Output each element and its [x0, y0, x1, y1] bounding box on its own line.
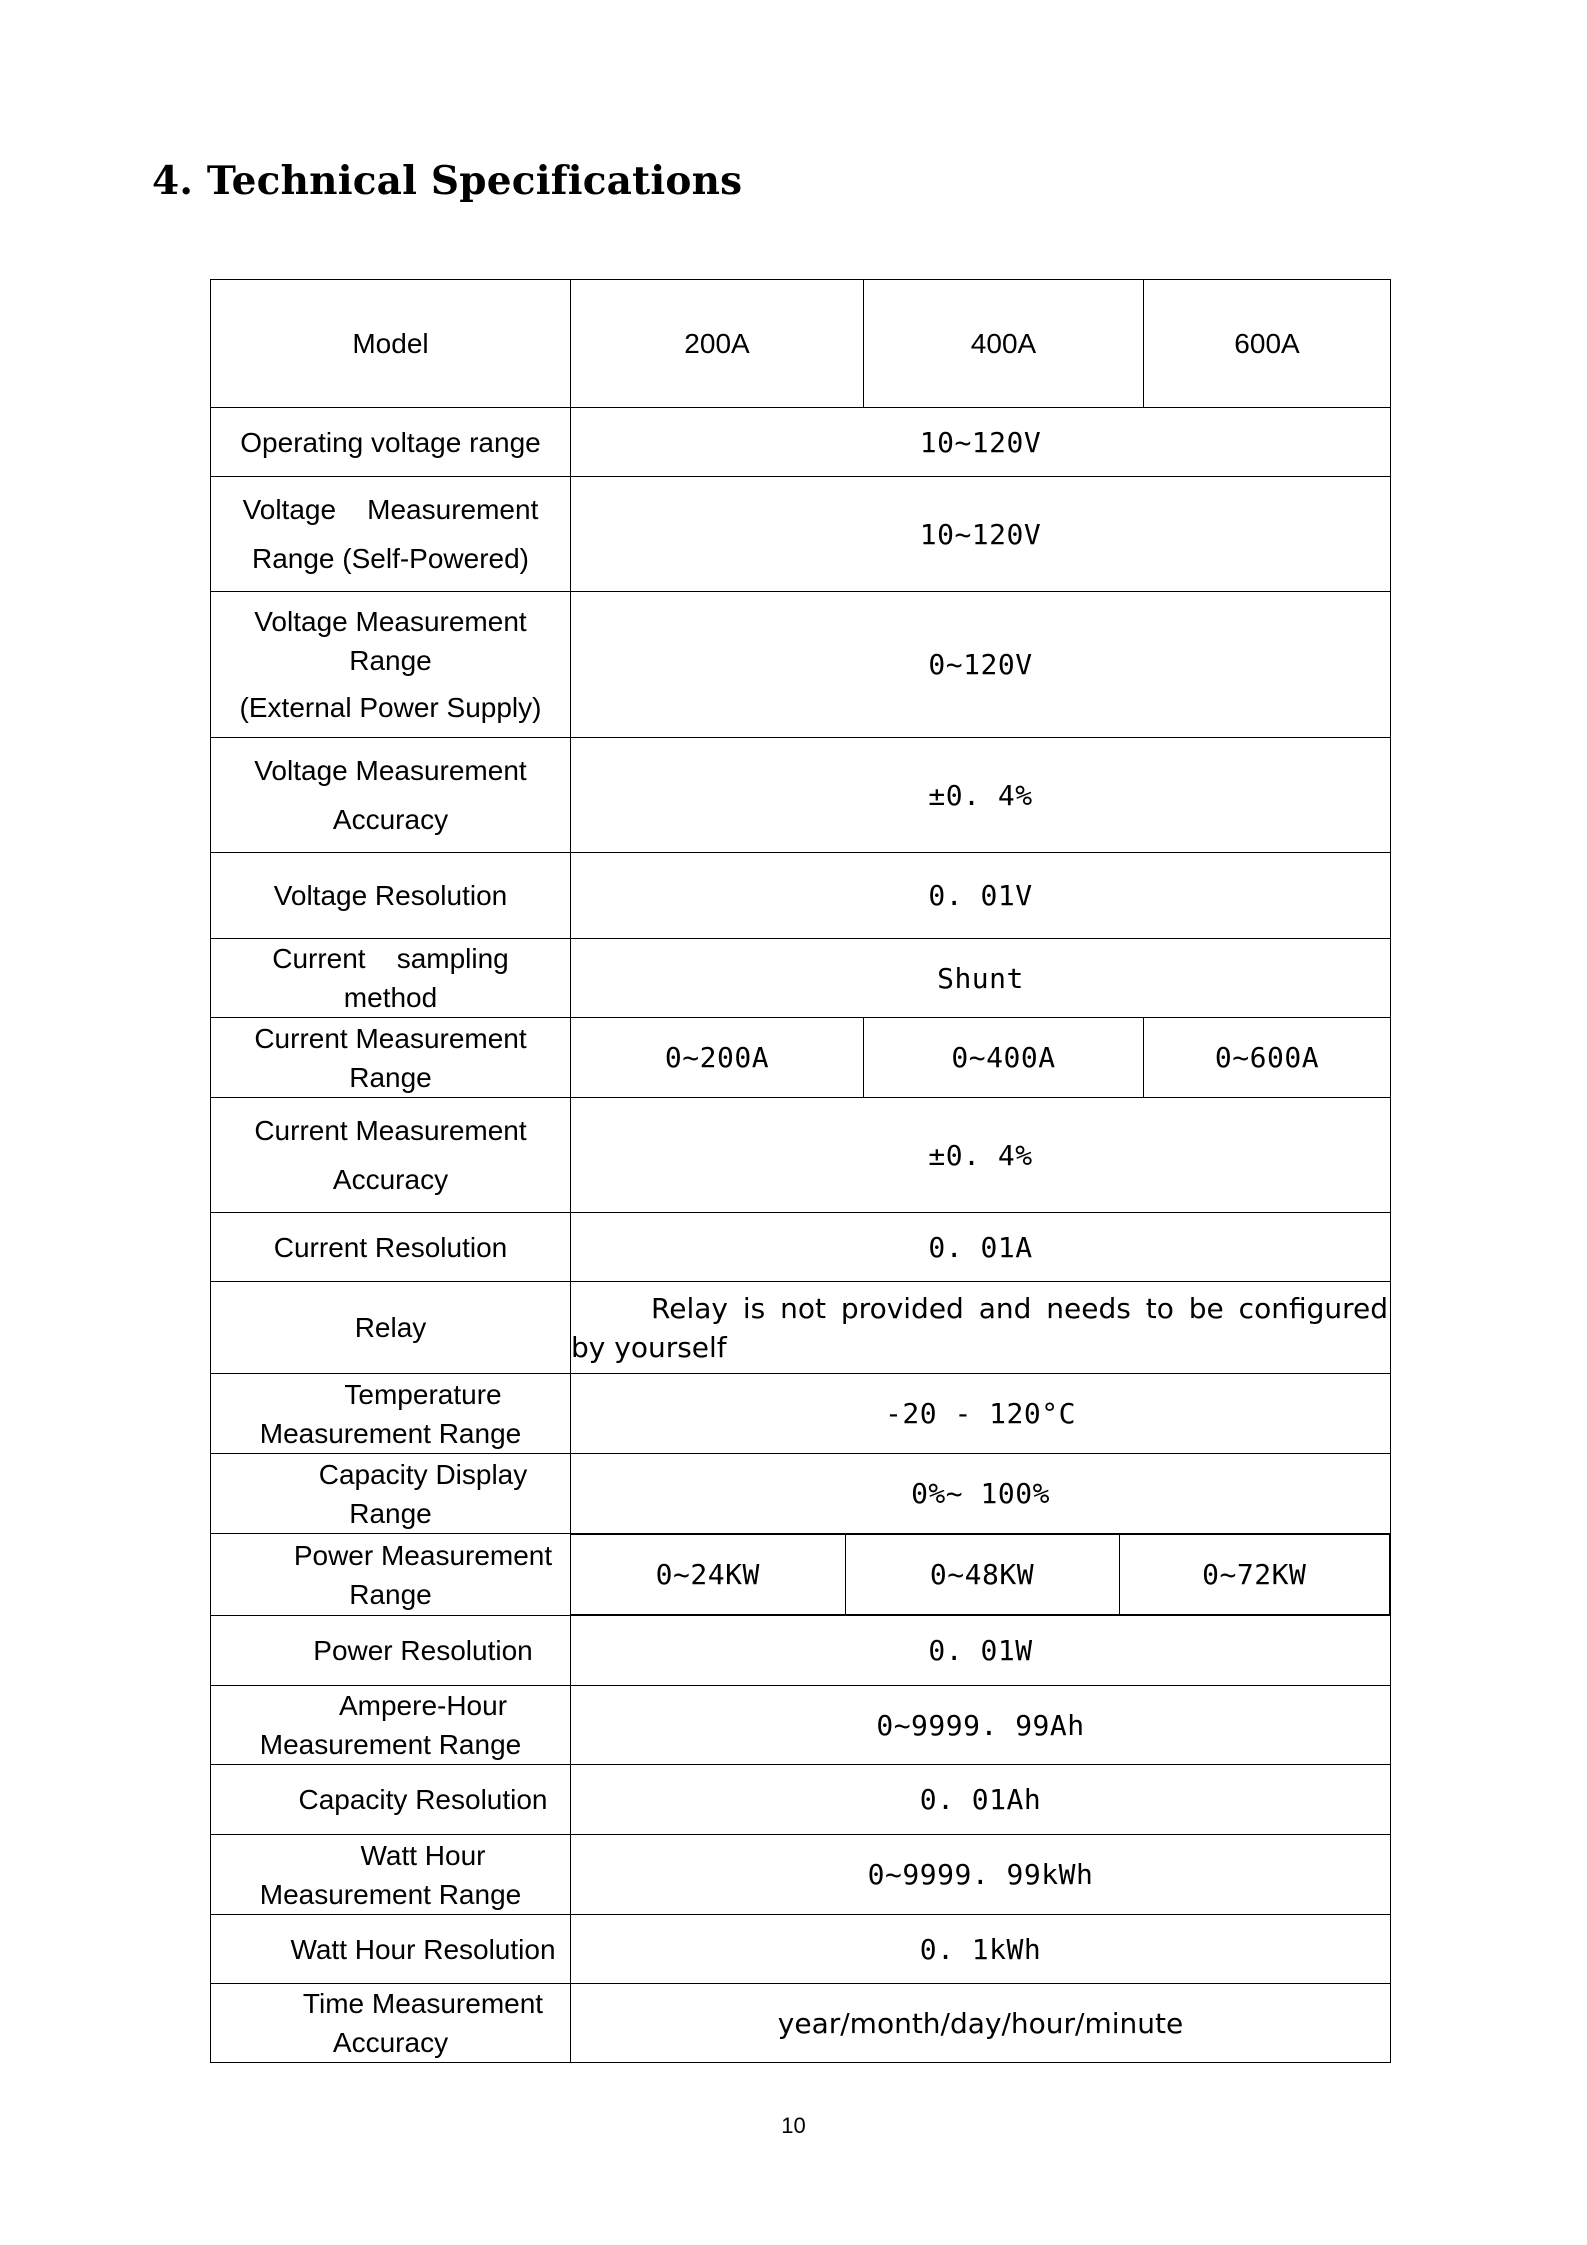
capacity-resolution-label: Capacity Resolution: [211, 1765, 571, 1835]
capacity-display-label: [211, 1454, 571, 1534]
model-600a: 600A: [1144, 280, 1391, 408]
section-heading: 4. Technical Specifications: [152, 158, 743, 204]
label-line: Capacity Display: [318, 1458, 528, 1490]
page-number: 10: [781, 2113, 806, 2138]
current-sampling-value: Shunt: [571, 939, 1391, 1018]
capacity-display-value: 0%~ 100%: [571, 1454, 1391, 1534]
model-label: Model: [211, 280, 571, 408]
voltage-range-external-label: [211, 592, 571, 738]
label-line: (External Power Supply): [239, 692, 542, 723]
label-line: Range: [349, 1061, 432, 1093]
table-row-voltage-accuracy: [211, 738, 1391, 853]
voltage-range-external-value: 0~120V: [571, 592, 1391, 738]
label-line: Range: [349, 645, 432, 676]
temperature-range-label: [211, 1374, 571, 1454]
voltage-resolution-label: Voltage Resolution: [211, 853, 571, 939]
current-accuracy-value: ±0. 4%: [571, 1098, 1391, 1213]
label-line: Accuracy: [332, 1164, 449, 1195]
label-line: Current Measurement: [254, 1022, 527, 1054]
table-row-voltage-range-external: [211, 592, 1391, 738]
table-row-current-sampling: [211, 939, 1391, 1018]
table-row-voltage-resolution: [211, 853, 1391, 939]
watt-hour-resolution-label: Watt Hour Resolution: [211, 1915, 571, 1984]
table-row-capacity-resolution: [211, 1765, 1391, 1835]
current-range-label: [211, 1018, 571, 1098]
table-row-power-range: [211, 1534, 1391, 1616]
table-row: [571, 1535, 1390, 1615]
power-range-600a: 0~72KW: [1119, 1535, 1390, 1615]
power-range-200a: 0~24KW: [571, 1535, 845, 1615]
current-resolution-label: Current Resolution: [211, 1213, 571, 1282]
power-range-values: [571, 1534, 1391, 1616]
current-range-400a: 0~400A: [864, 1018, 1144, 1098]
table-row-current-accuracy: [211, 1098, 1391, 1213]
table-row-power-resolution: [211, 1616, 1391, 1686]
time-accuracy-value: year/month/day/hour/minute: [571, 1984, 1391, 2063]
ampere-hour-range-value: 0~9999. 99Ah: [571, 1686, 1391, 1765]
model-400a: 400A: [864, 280, 1144, 408]
voltage-range-self-value: 10~120V: [571, 477, 1391, 592]
label-line: Accuracy: [332, 804, 449, 835]
label-line: Range: [349, 1578, 432, 1610]
table-row-operating-voltage: [211, 408, 1391, 477]
label-line: Range: [349, 1497, 432, 1529]
table-row-ampere-hour-range: [211, 1686, 1391, 1765]
time-accuracy-label: [211, 1984, 571, 2063]
table-row-time-accuracy: [211, 1984, 1391, 2063]
table-row-watt-hour-resolution: [211, 1915, 1391, 1984]
table-row-temperature-range: [211, 1374, 1391, 1454]
label-line: Temperature: [344, 1378, 502, 1410]
table-row-capacity-display: [211, 1454, 1391, 1534]
watt-hour-range-label: [211, 1835, 571, 1915]
operating-voltage-label: Operating voltage range: [211, 408, 571, 477]
capacity-resolution-value: 0. 01Ah: [571, 1765, 1391, 1835]
power-range-label: [211, 1534, 571, 1616]
ampere-hour-range-label: [211, 1686, 571, 1765]
temperature-range-value: -20 - 120°C: [571, 1374, 1391, 1454]
label-line: Current Measurement: [254, 1115, 527, 1146]
operating-voltage-value: 10~120V: [571, 408, 1391, 477]
label-line: Voltage Measurement: [254, 606, 527, 637]
current-sampling-label: [211, 939, 571, 1018]
label-line: Measurement Range: [259, 1729, 522, 1760]
current-range-600a: 0~600A: [1144, 1018, 1391, 1098]
label-line: Voltage Measurement: [254, 755, 527, 786]
relay-value: [571, 1282, 1391, 1374]
specifications-table: [210, 279, 1391, 2063]
label-line: Time Measurement: [302, 1988, 544, 2019]
watt-hour-range-value: 0~9999. 99kWh: [571, 1835, 1391, 1915]
label-line: method: [343, 982, 438, 1013]
voltage-accuracy-label: [211, 738, 571, 853]
table-row-watt-hour-range: [211, 1835, 1391, 1915]
table-row-relay: [211, 1282, 1391, 1374]
table-row-current-range: [211, 1018, 1391, 1098]
label-line: Power Measurement: [293, 1539, 553, 1571]
power-range-400a: 0~48KW: [845, 1535, 1119, 1615]
current-range-200a: 0~200A: [571, 1018, 864, 1098]
voltage-resolution-value: 0. 01V: [571, 853, 1391, 939]
label-line: Range (Self-Powered): [251, 543, 530, 574]
label-line: Current sampling: [272, 943, 509, 974]
current-accuracy-label: [211, 1098, 571, 1213]
table-row-voltage-range-self: [211, 477, 1391, 592]
label-line: Voltage Measurement: [242, 494, 539, 525]
voltage-range-self-label: [211, 477, 571, 592]
table-row-current-resolution: [211, 1213, 1391, 1282]
label-line: Watt Hour: [360, 1839, 486, 1871]
power-range-subtable: [571, 1534, 1390, 1615]
current-resolution-value: 0. 01A: [571, 1213, 1391, 1282]
relay-label: Relay: [211, 1282, 571, 1374]
watt-hour-resolution-value: 0. 1kWh: [571, 1915, 1391, 1984]
power-resolution-label: Power Resolution: [211, 1616, 571, 1686]
model-200a: 200A: [571, 280, 864, 408]
table-row-header: [211, 280, 1391, 408]
label-line: Measurement Range: [259, 1417, 522, 1449]
power-resolution-value: 0. 01W: [571, 1616, 1391, 1686]
voltage-accuracy-value: ±0. 4%: [571, 738, 1391, 853]
relay-value-line: by yourself: [571, 1330, 727, 1364]
relay-value-line: Relay is not provided and needs to be configured: [651, 1291, 1388, 1325]
label-line: Measurement Range: [259, 1878, 522, 1910]
label-line: Accuracy: [332, 2027, 449, 2058]
label-line: Ampere-Hour: [338, 1690, 508, 1721]
